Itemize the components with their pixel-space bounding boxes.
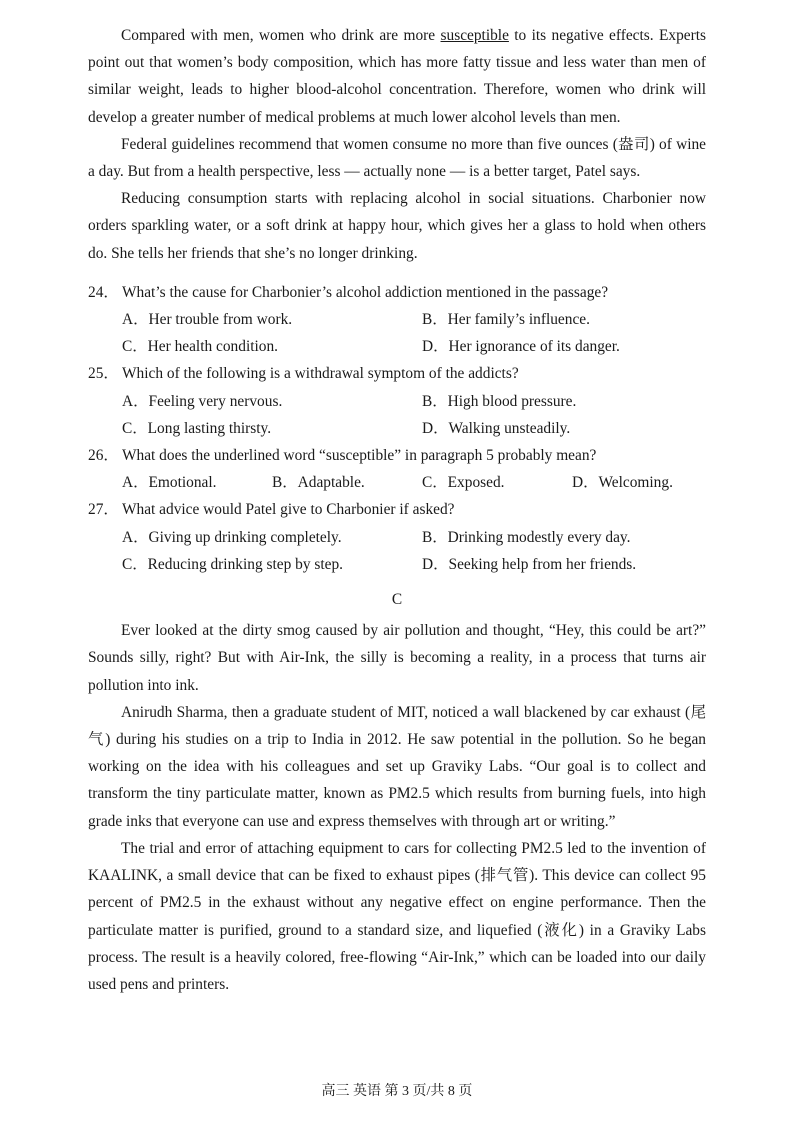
option-d: D．Welcoming. bbox=[572, 474, 673, 492]
paragraph: Ever looked at the dirty smog caused by air pollution and thought, “Hey, this could be art?” Sounds silly, right? But with Air-Ink, the silly is becoming a reality, in a process that turns air pollution into ink. bbox=[88, 622, 706, 694]
option-d: D．Seeking help from her friends. bbox=[422, 555, 637, 573]
option-c: C．Exposed. bbox=[422, 474, 505, 492]
question-26: 26． What does the underlined word “susceptible” in paragraph 5 probably mean? A．Emotional. B．Adaptable. C．Exposed. D．Welcoming. bbox=[88, 442, 706, 496]
question-text: What’s the cause for Charbonier’s alcohol addiction mentioned in the passage? bbox=[122, 283, 609, 301]
option-a: A．Emotional. bbox=[122, 474, 217, 492]
option-b: B．Adaptable. bbox=[272, 474, 365, 492]
option-d: D．Her ignorance of its danger. bbox=[422, 338, 620, 356]
question-24: 24． What’s the cause for Charbonier’s alcohol addiction mentioned in the passage? A．Her trouble from work. B．Her family’s influence. C．Her health condition. D．Her ignorance of its danger. bbox=[88, 279, 706, 361]
option-a: A．Her trouble from work. bbox=[122, 311, 293, 329]
page-content bbox=[88, 22, 706, 998]
question-27: 27． What advice would Patel give to Charbonier if asked? A．Giving up drinking completely. B．Drinking modestly every day. C．Reducing drinking step by step. D．Seeking help from her friends. bbox=[88, 496, 706, 578]
option-a: A．Giving up drinking completely. bbox=[122, 528, 342, 546]
section-heading: C bbox=[391, 591, 403, 609]
option-c: C．Her health condition. bbox=[122, 338, 279, 356]
paragraph: The trial and error of attaching equipment to cars for collecting PM2.5 led to the invention of KAALINK, a small device that can be fixed to exhaust pipes (排气管). This device can collect 95 percent of PM2.5 in the exhaust without any negative effect on engine performance. Then the particulate matter is purified, ground to a standard size, and liquefied (液化) in a Graviky Labs process. The result is a heavily colored, free-flowing “Air-Ink,” which can be loaded into our daily used pens and printers. bbox=[88, 839, 706, 993]
question-25: 25． Which of the following is a withdrawal symptom of the addicts? A．Feeling very nervous. B．High blood pressure. C．Long lasting thirsty. D．Walking unsteadily. bbox=[88, 360, 706, 442]
underlined-word: susceptible bbox=[440, 27, 509, 44]
option-d: D．Walking unsteadily. bbox=[422, 419, 571, 437]
paragraph: Compared with men, women who drink are more susceptible to its negative effects. Experts point out that women’s body composition, which has more fatty tissue and less water than men of similar weight, leads to higher blood-alcohol concentration. Therefore, women who drink will develop a greater number of medical problems at much lower alcohol levels than men. bbox=[88, 27, 707, 126]
option-b: B．High blood pressure. bbox=[422, 392, 577, 410]
question-text: What advice would Patel give to Charbonier if asked? bbox=[122, 501, 455, 519]
option-a: A．Feeling very nervous. bbox=[122, 392, 283, 410]
paragraph: Federal guidelines recommend that women consume no more than five ounces (盎司) of wine a day. But from a health perspective, less — actually none — is a better target, Patel says. bbox=[88, 135, 706, 181]
page-footer: 高三 英语 第 3 页/共 8 页 bbox=[321, 1084, 473, 1099]
paragraph: Anirudh Sharma, then a graduate student of MIT, noticed a wall blackened by car exhaust (尾气) during his studies on a trip to India in 2012. He saw potential in the pollution. So he began working on the idea with his colleagues and set up Graviky Labs. “Our goal is to collect and transform the tiny particulate matter, known as PM2.5 which results from burning fuels, into high grade inks that everyone can use and express themselves with through art or writing.” bbox=[88, 703, 706, 830]
option-b: B．Drinking modestly every day. bbox=[422, 528, 631, 546]
question-text: What does the underlined word “susceptible” in paragraph 5 probably mean? bbox=[122, 447, 597, 465]
option-b: B．Her family’s influence. bbox=[422, 311, 590, 329]
paragraph: Reducing consumption starts with replacing alcohol in social situations. Charbonier now orders sparkling water, or a soft drink at happy hour, which gives her a glass to hold when others do. She tells her friends that she’s no longer drinking. bbox=[88, 190, 706, 262]
question-text: Which of the following is a withdrawal symptom of the addicts? bbox=[122, 365, 519, 383]
option-c: C．Reducing drinking step by step. bbox=[122, 555, 344, 573]
option-c: C．Long lasting thirsty. bbox=[122, 419, 272, 437]
